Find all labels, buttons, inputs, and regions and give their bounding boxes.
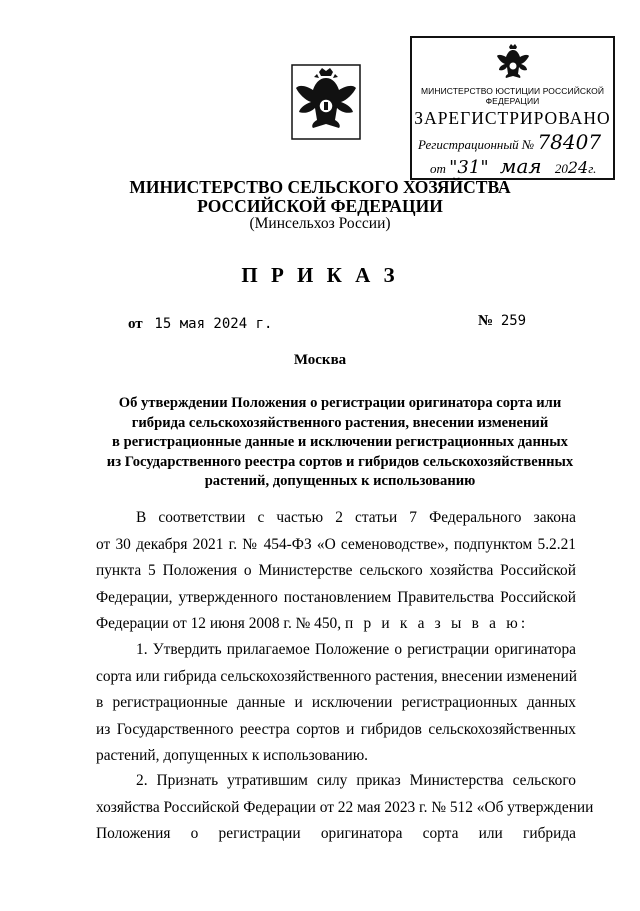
text-line: В соответствии с частью 2 статьи 7 Федерального закона bbox=[136, 509, 576, 526]
paragraph-item-1 bbox=[96, 637, 576, 770]
title-line: гибрида сельскохозяйственного растения, внесении изменений bbox=[131, 414, 549, 431]
state-emblem-icon bbox=[291, 64, 361, 140]
text-line: 2. Признать утратившим силу приказ Министерства сельского bbox=[136, 772, 576, 789]
text-line: в регистрационные данные и исключении регистрационных данных bbox=[96, 694, 576, 712]
text-line: пункта 5 Положения о Министерстве сельского хозяйства Российской bbox=[96, 562, 576, 580]
text-line: растений, допущенных к использованию. bbox=[96, 747, 369, 765]
emblem-small-icon bbox=[495, 42, 531, 84]
stamp-date-row bbox=[430, 154, 596, 178]
order-date-prefix: от bbox=[128, 316, 143, 332]
ministry-short-name: (Минсельхоз России) bbox=[249, 215, 391, 232]
stamp-reg-number-row bbox=[418, 130, 601, 154]
ministry-name-line1: МИНИСТЕРСТВО СЕЛЬСКОГО ХОЗЯЙСТВА bbox=[129, 177, 511, 197]
stamp-date-year-prefix: 20 bbox=[554, 161, 568, 176]
stamp-reg-number: 78407 bbox=[537, 130, 602, 154]
order-keyword: п р и к а з ы в а ю: bbox=[344, 615, 529, 633]
text-line: 1. Утвердить прилагаемое Положение о регистрации оригинатора bbox=[136, 641, 576, 658]
text-fragment: Федерации от 12 июня 2008 г. № 450, bbox=[96, 615, 342, 633]
text-line: Положения о регистрации оригинатора сорта или гибрида bbox=[96, 825, 576, 843]
order-number-row bbox=[478, 313, 526, 330]
paragraph-preamble bbox=[96, 505, 576, 638]
text-line: от 30 декабря 2021 г. № 454-ФЗ «О семеноводстве», подпунктом 5.2.21 bbox=[96, 535, 576, 553]
document-type: П Р И К А З bbox=[241, 263, 399, 287]
order-title bbox=[60, 394, 620, 492]
stamp-date-month: мая bbox=[499, 154, 542, 178]
stamp-date-suffix: г. bbox=[588, 161, 597, 176]
text-line: Федерации, утвержденного постановлением Правительства Российской bbox=[96, 588, 576, 606]
stamp-reg-label: Регистрационный № bbox=[418, 137, 535, 152]
stamp-ministry-name: МИНИСТЕРСТВО ЮСТИЦИИ РОССИЙСКОЙ ФЕДЕРАЦИИ bbox=[420, 86, 605, 106]
ministry-name-line2: РОССИЙСКОЙ ФЕДЕРАЦИИ bbox=[197, 196, 443, 216]
title-line: из Государственного реестра сортов и гибридов сельскохозяйственных bbox=[106, 453, 574, 470]
stamp-date-prefix: от bbox=[430, 161, 446, 176]
order-number-label: № bbox=[478, 313, 494, 329]
order-date: 15 мая 2024 г. bbox=[154, 316, 273, 332]
text-line-last bbox=[96, 611, 576, 638]
stamp-registered-label: ЗАРЕГИСТРИРОВАНО bbox=[414, 108, 611, 128]
order-date-row bbox=[128, 316, 272, 333]
text-line: сорта или гибрида сельскохозяйственного растения, внесении изменений bbox=[96, 667, 577, 685]
city: Москва bbox=[293, 352, 347, 368]
title-line: растений, допущенных к использованию bbox=[204, 473, 476, 489]
text-line: из Государственного реестра сортов и гибридов сельскохозяйственных bbox=[96, 720, 576, 738]
title-line: Об утверждении Положения о регистрации оригинатора сорта или bbox=[118, 395, 562, 411]
stamp-date-day: "31" bbox=[449, 157, 489, 178]
text-line: хозяйства Российской Федерации от 22 мая 2023 г. № 512 «Об утверждении bbox=[96, 798, 594, 816]
paragraph-item-2 bbox=[96, 768, 594, 848]
order-number: 259 bbox=[500, 313, 527, 329]
title-line: в регистрационные данные и исключении регистрационных данных bbox=[112, 434, 568, 450]
stamp-date-year: 24 bbox=[567, 158, 589, 177]
registration-stamp bbox=[410, 36, 615, 180]
